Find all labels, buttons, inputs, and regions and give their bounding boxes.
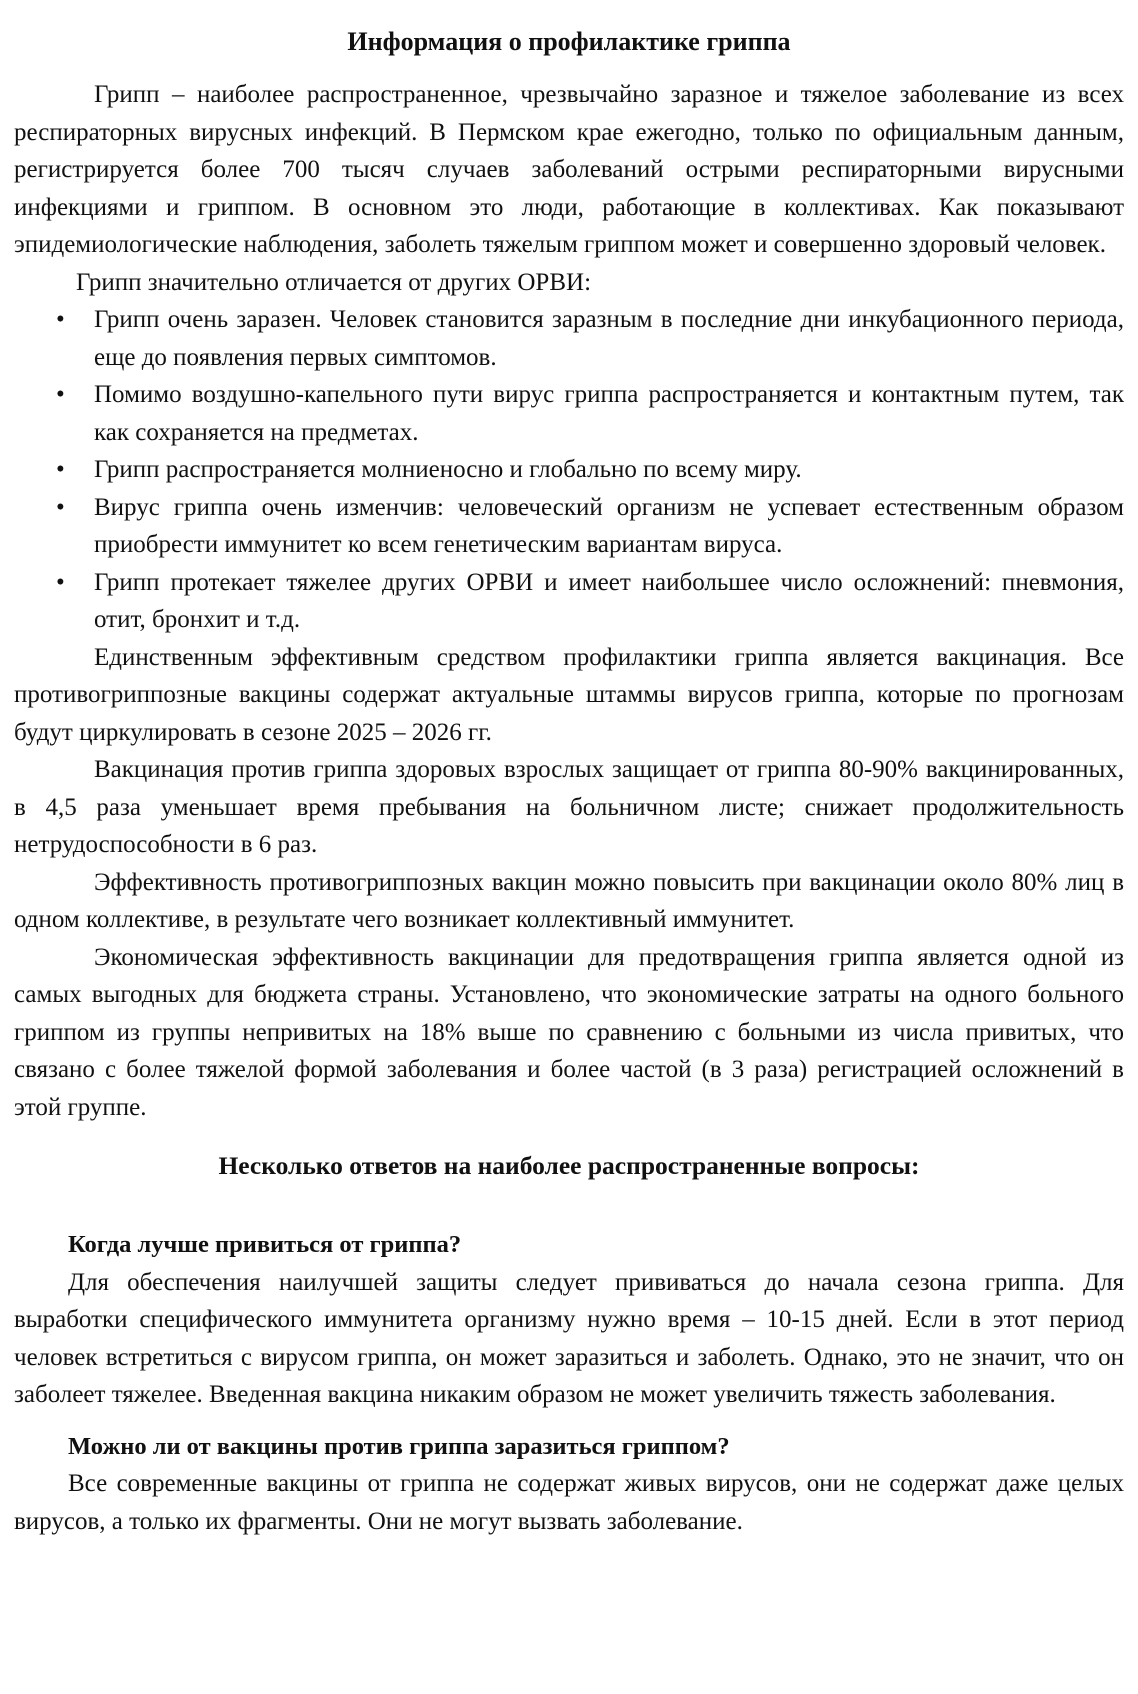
- list-item-text: Помимо воздушно-капельного пути вирус гриппа распространяется и контактным путем, так как сохраняется на предметах.: [94, 381, 1124, 446]
- list-item: [56, 489, 1124, 564]
- list-item-text: Грипп протекает тяжелее других ОРВИ и имеет наибольшее число осложнений: пневмония, отит, бронхит и т.д.: [94, 568, 1124, 633]
- differences-lead: Грипп значительно отличается от других ОРВИ:: [76, 268, 592, 296]
- bullet-icon: •: [56, 456, 65, 483]
- list-item-text: Грипп очень заразен. Человек становится заразным в последние дни инкубационного периода, еще до появления первых симптомов.: [94, 306, 1124, 371]
- list-item-text: Грипп распространяется молниеносно и глобально по всему миру.: [94, 456, 802, 483]
- list-item-text: Вирус гриппа очень изменчив: человеческий организм не успевает естественным образом приобрести иммунитет ко всем генетическим вариантам вируса.: [94, 493, 1124, 558]
- faq-question: Можно ли от вакцины против гриппа заразиться гриппом?: [68, 1432, 730, 1460]
- faq-question: Когда лучше привиться от гриппа?: [68, 1231, 462, 1258]
- list-item: [56, 301, 1124, 376]
- list-item: [56, 376, 1124, 451]
- faq-heading: Несколько ответов на наиболее распространенные вопросы:: [218, 1151, 920, 1180]
- vaccination-paragraph: Единственным эффективным средством профилактики гриппа является вакцинация. Все противогриппозные вакцины содержат актуальные штаммы вирусов гриппа, которые по прогнозам будут циркулировать в сезоне 2025 – 2026 гг.: [14, 643, 1124, 746]
- collective-immunity-paragraph: Эффективность противогриппозных вакцин можно повысить при вакцинации около 80% лиц в одном коллективе, в результате чего возникает коллективный иммунитет.: [14, 868, 1124, 933]
- economic-paragraph: Экономическая эффективность вакцинации для предотвращения гриппа является одной из самых выгодных для бюджета страны. Установлено, что экономические затраты на одного больного гриппом из группы непривитых на 18% выше по сравнению с больными из числа привитых, что связано с более тяжелой формой заболевания и более частой (в 3 раза) регистрацией осложнений в этой группе.: [14, 943, 1124, 1121]
- faq-answer: Все современные вакцины от гриппа не содержат живых вирусов, они не содержат даже целых вирусов, а только их фрагменты. Они не могут вызвать заболевание.: [14, 1470, 1124, 1535]
- faq-item: [14, 1226, 1124, 1414]
- bullet-icon: •: [56, 381, 65, 408]
- bullet-icon: •: [56, 568, 65, 596]
- intro-paragraph: Грипп – наиболее распространенное, чрезвычайно заразное и тяжелое заболевание из всех респираторных вирусных инфекций. В Пермском крае ежегодно, только по официальным данным, регистрируется более 700 тысяч случаев заболеваний острыми респираторными вирусными инфекциями и гриппом. В основном это люди, работающие в коллективах. Как показывают эпидемиологические наблюдения, заболеть тяжелым гриппом может и совершенно здоровый человек.: [14, 81, 1124, 258]
- differences-list: [14, 301, 1124, 639]
- bullet-icon: •: [56, 306, 65, 333]
- faq-answer: Для обеспечения наилучшей защиты следует прививаться до начала сезона гриппа. Для выработки специфического иммунитета организму нужно время – 10-15 дней. Если в этот период человек встретиться с вирусом гриппа, он может заразиться и заболеть. Однако, это не значит, что он заболеет тяжелее. Введенная вакцина никаким образом не может увеличить тяжесть заболевания.: [14, 1268, 1124, 1408]
- list-item: [56, 564, 1124, 639]
- effectiveness-paragraph: Вакцинация против гриппа здоровых взрослых защищает от гриппа 80-90% вакцинированных, в 4,5 раза уменьшает время пребывания на больничном листе; снижает продолжительность нетрудоспособности в 6 раз.: [14, 756, 1124, 858]
- list-item: [56, 451, 1124, 489]
- bullet-icon: •: [56, 493, 65, 521]
- document-title: Информация о профилактике гриппа: [347, 27, 791, 56]
- faq-item: [14, 1428, 1124, 1541]
